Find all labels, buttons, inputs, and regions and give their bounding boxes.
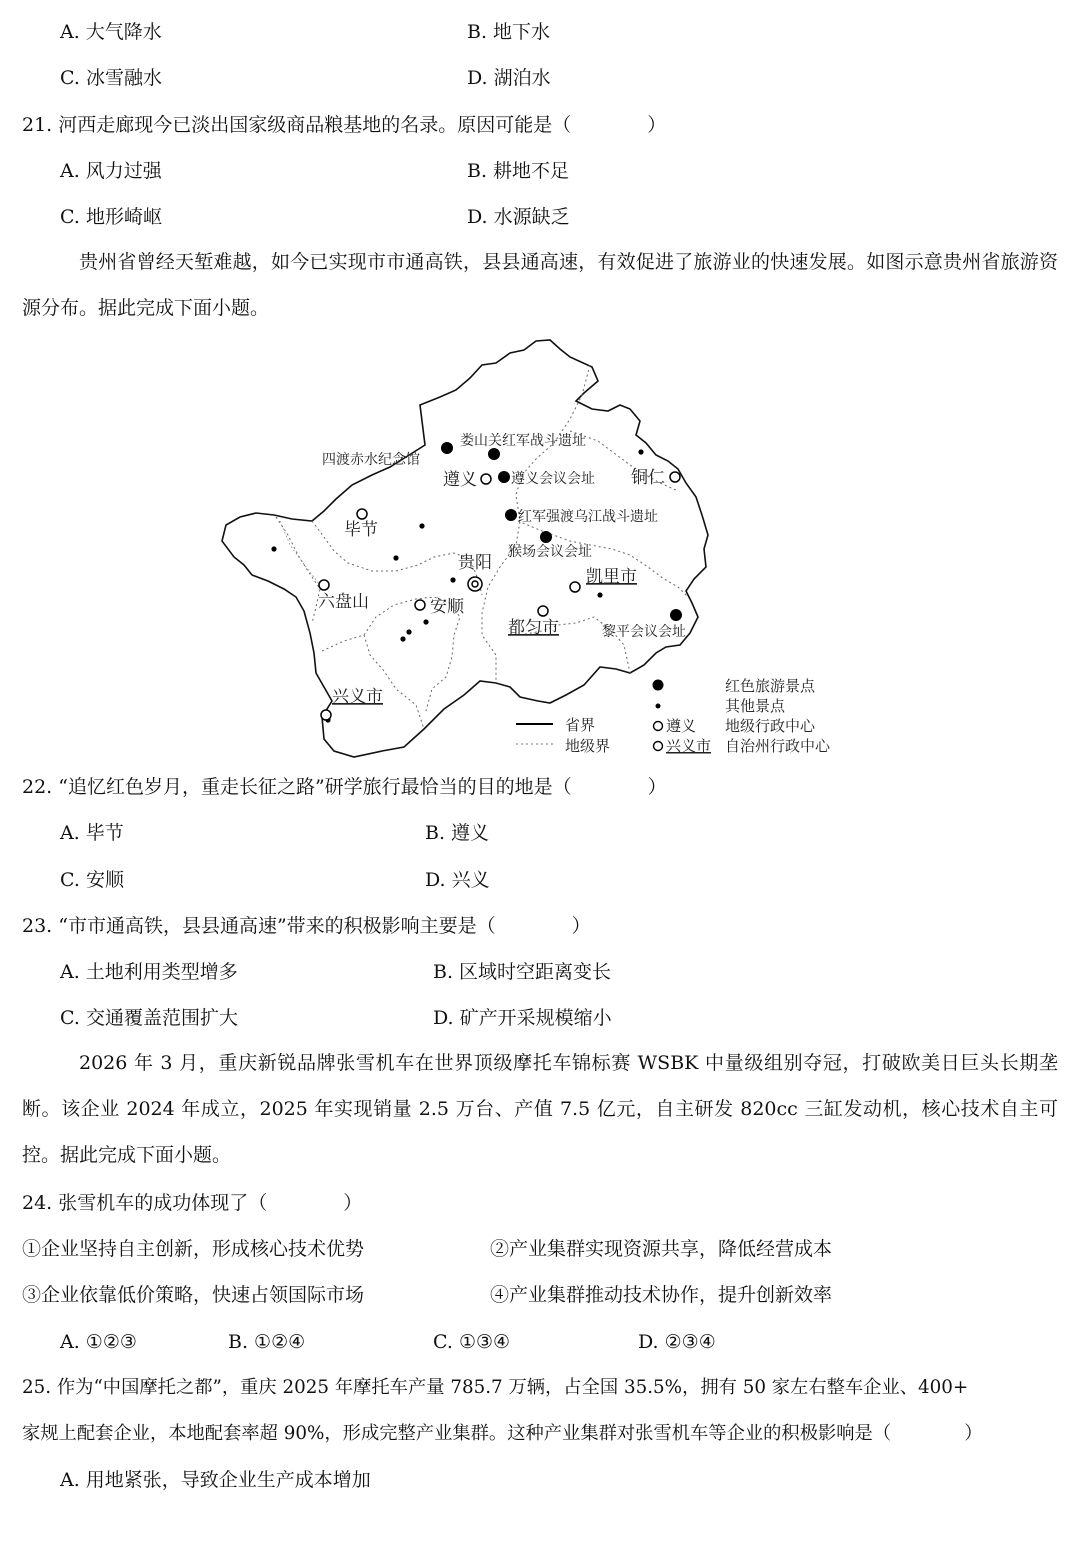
q24-option-c[interactable]: C. ①③④ bbox=[433, 1331, 511, 1353]
label-kaili: 凯里市 bbox=[586, 567, 637, 587]
red-spot-loushanguan bbox=[488, 448, 500, 460]
label-zunyi: 遵义 bbox=[443, 470, 477, 490]
passage-guizhou: 贵州省曾经天堑难越，如今已实现市市通高铁，县县通高速，有效促进了旅游业的快速发展。如图示意贵州省旅游资源分布。据此完成下面小题。 bbox=[22, 251, 1058, 319]
q21-option-b[interactable]: B. 耕地不足 bbox=[467, 160, 570, 182]
legend-red-spot-label: 红色旅游景点 bbox=[725, 677, 816, 695]
red-spot-sidu bbox=[441, 442, 453, 454]
q22-stem: 22. “追忆红色岁月，重走长征之路”研学旅行最恰当的目的地是（ ） bbox=[22, 776, 667, 798]
q24-option-d[interactable]: D. ②③④ bbox=[638, 1331, 716, 1353]
center-zunyi bbox=[481, 474, 491, 484]
center-bijie bbox=[357, 509, 367, 519]
q24-option-b[interactable]: B. ①②④ bbox=[228, 1331, 306, 1353]
q24-item-3: ③企业依靠低价策略，快速占领国际市场 bbox=[22, 1284, 365, 1306]
q24-item-1: ①企业坚持自主创新，形成核心技术优势 bbox=[22, 1238, 365, 1260]
red-spot-zunyi-meeting bbox=[498, 471, 510, 483]
label-loushanguan: 娄山关红军战斗遗址 bbox=[460, 433, 586, 449]
label-duyun: 都匀市 bbox=[508, 618, 559, 638]
legend-red-spot-symbol bbox=[653, 680, 664, 691]
label-wujiang: 红军强渡乌江战斗遗址 bbox=[518, 509, 658, 525]
q24-option-a[interactable]: A. ①②③ bbox=[60, 1331, 137, 1353]
label-houchang: 猴场会议会址 bbox=[508, 544, 592, 560]
q21-option-a[interactable]: A. 风力过强 bbox=[60, 160, 162, 182]
red-spot-liping bbox=[670, 609, 682, 621]
q23-option-a[interactable]: A. 土地利用类型增多 bbox=[60, 961, 238, 983]
map-legend bbox=[516, 677, 831, 755]
legend-prefecture-center-sample: 遵义 bbox=[666, 717, 697, 735]
legend-autonomous-center-sample: 兴义市 bbox=[666, 737, 712, 755]
capital-guiyang bbox=[468, 577, 482, 591]
q23-option-b[interactable]: B. 区域时空距离变长 bbox=[433, 961, 612, 983]
center-kaili bbox=[570, 582, 580, 592]
prefecture-borders bbox=[276, 365, 688, 729]
center-xingyi bbox=[321, 710, 331, 720]
q23-option-d[interactable]: D. 矿产开采规模缩小 bbox=[433, 1007, 612, 1029]
q23-option-c[interactable]: C. 交通覆盖范围扩大 bbox=[60, 1007, 238, 1029]
q21-option-d[interactable]: D. 水源缺乏 bbox=[467, 206, 570, 228]
q25-stem-line2: 家规上配套企业，本地配套率超 90%，形成完整产业集群。这种产业集群对张雪机车等企业的积极影响是（ ） bbox=[22, 1423, 983, 1444]
label-zunyi-meeting: 遵义会议会址 bbox=[511, 471, 595, 487]
q23-stem: 23. “市市通高铁，县县通高速”带来的积极影响主要是（ ） bbox=[22, 915, 591, 937]
q22-option-c[interactable]: C. 安顺 bbox=[60, 869, 124, 891]
label-bijie: 毕节 bbox=[344, 520, 378, 540]
q20-option-d[interactable]: D. 湖泊水 bbox=[467, 67, 551, 89]
red-spot-houchang bbox=[540, 531, 552, 543]
legend-other-spot-label: 其他景点 bbox=[725, 697, 786, 715]
center-liupanshan bbox=[319, 580, 329, 590]
center-anshun bbox=[415, 600, 425, 610]
q24-item-4: ④产业集群推动技术协作，提升创新效率 bbox=[490, 1284, 833, 1306]
label-anshun: 安顺 bbox=[430, 597, 464, 617]
q24-item-2: ②产业集群实现资源共享，降低经营成本 bbox=[490, 1238, 833, 1260]
q20-option-a[interactable]: A. 大气降水 bbox=[60, 21, 162, 43]
label-liupanshan: 六盘山 bbox=[318, 592, 369, 612]
label-liping: 黎平会议会址 bbox=[602, 624, 686, 640]
legend-prefecture-label: 地级界 bbox=[565, 737, 611, 755]
center-duyun bbox=[538, 606, 548, 616]
q22-option-a[interactable]: A. 毕节 bbox=[60, 822, 124, 844]
legend-province-label: 省界 bbox=[565, 716, 596, 734]
legend-other-spot-symbol bbox=[656, 704, 661, 709]
label-xingyi: 兴义市 bbox=[332, 687, 383, 707]
label-sidu: 四渡赤水纪念馆 bbox=[322, 452, 420, 468]
q22-option-d[interactable]: D. 兴义 bbox=[425, 869, 490, 891]
center-tongren bbox=[670, 472, 680, 482]
q21-option-c[interactable]: C. 地形崎岖 bbox=[60, 206, 162, 228]
q21-stem: 21. 河西走廊现今已淡出国家级商品粮基地的名录。原因可能是（ ） bbox=[22, 114, 667, 136]
q25-option-a[interactable]: A. 用地紧张，导致企业生产成本增加 bbox=[60, 1469, 371, 1491]
red-spot-wujiang bbox=[505, 509, 517, 521]
passage-zhangxue: 2026 年 3 月，重庆新锐品牌张雪机车在世界顶级摩托车锦标赛 WSBK 中量级组别夺冠，打破欧美日巨头长期垄断。该企业 2024 年成立，2025 年实现销量 2.5 万台、产值 7.5 亿元，自主研发 820cc 三缸发动机，核心技术自主可控。据此完成下面小题。 bbox=[22, 1052, 1058, 1166]
legend-autonomous-center-label: 自治州行政中心 bbox=[725, 737, 831, 755]
legend-prefecture-center-symbol bbox=[654, 722, 663, 731]
legend-prefecture-center-label: 地级行政中心 bbox=[725, 717, 816, 735]
legend-autonomous-center-symbol bbox=[654, 742, 663, 751]
label-tongren: 铜仁 bbox=[631, 468, 665, 488]
q22-option-b[interactable]: B. 遵义 bbox=[425, 822, 490, 844]
q24-stem: 24. 张雪机车的成功体现了（ ） bbox=[22, 1192, 363, 1214]
label-guiyang: 贵阳 bbox=[458, 553, 492, 573]
guizhou-tourism-map bbox=[220, 335, 870, 760]
q25-stem-line1: 25. 作为“中国摩托之都”，重庆 2025 年摩托车产量 785.7 万辆，占全国 35.5%，拥有 50 家左右整车企业、400+ bbox=[22, 1377, 969, 1398]
q20-option-c[interactable]: C. 冰雪融水 bbox=[60, 67, 162, 89]
q20-option-b[interactable]: B. 地下水 bbox=[467, 21, 551, 43]
